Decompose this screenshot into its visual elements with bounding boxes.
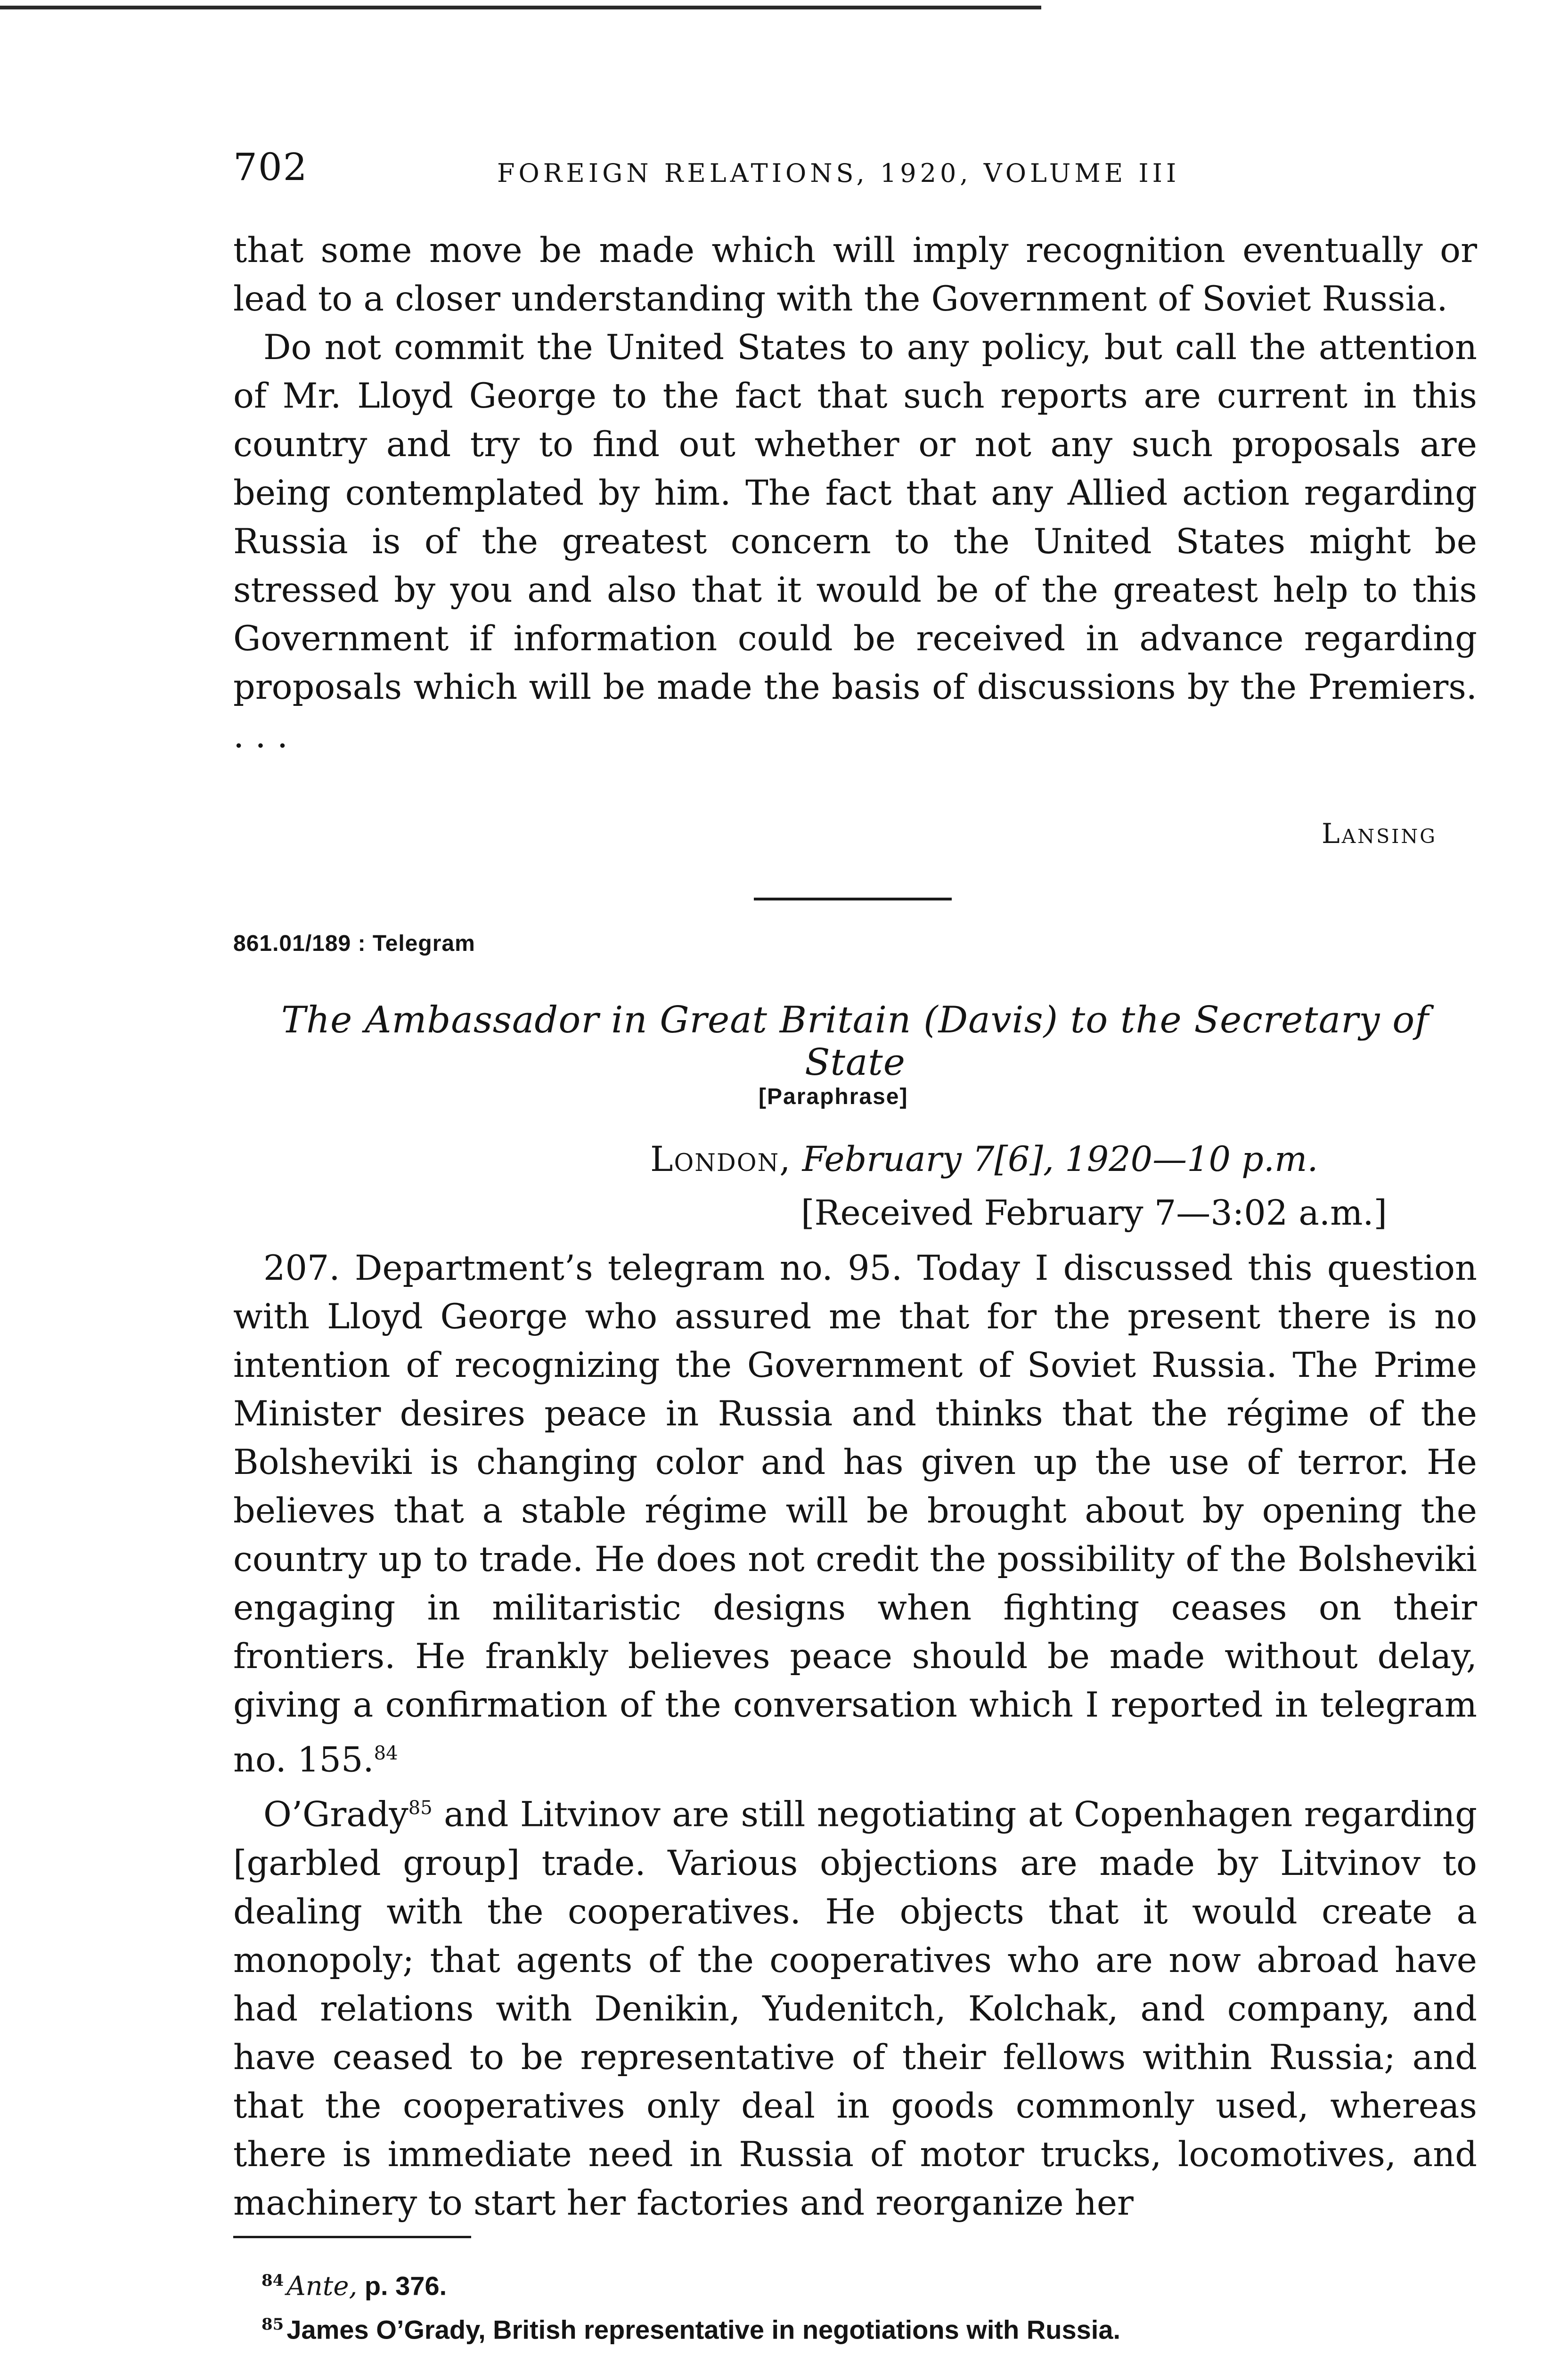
paragraph-text: 207. Department’s telegram no. 95. Today I discussed this question with Lloyd George who assured me that for the present there is no intention of recognizing the Government of Soviet Russia. The Prime Minister desires peace in Russia and thinks that the régime of the Bolsheviki is changing color and has given up the use of terror. He believes that a stable régime will be brought about by opening the country up to trade. He does not credit the possibility of the Bolsheviki engaging in militaristic designs when fighting ceases on their frontiers. He frankly believes peace should be made without delay, giving a confirmation of the conversation which I reported in telegram no. 155. xyxy=(233,1248,1477,1780)
paragraph xyxy=(233,1244,1477,1784)
footnotes xyxy=(261,2262,1120,2349)
page-header xyxy=(233,145,1477,206)
paragraph-text: O’Grady xyxy=(263,1794,408,1835)
footnote-text: James O’Grady, British representative in negotiations with Russia. xyxy=(286,2315,1121,2345)
dateline-place: London, xyxy=(650,1139,792,1179)
paragraph xyxy=(233,1784,1477,2227)
document-2-body xyxy=(233,1244,1477,2227)
footnote xyxy=(261,2262,1120,2306)
section-divider xyxy=(754,898,952,900)
top-rule xyxy=(0,6,1041,9)
paragraph: that some move be made which will imply recognition eventually or lead to a closer understanding with the Government of Soviet Russia. xyxy=(233,230,1477,319)
file-number: 861.01/189 : Telegram xyxy=(233,931,475,956)
dateline-date: February 7[6], 1920—10 p.m. xyxy=(802,1139,1318,1179)
document-1-body xyxy=(233,226,1477,760)
footnote-text: p. 376. xyxy=(357,2271,447,2301)
footnote-mark: 84 xyxy=(261,2271,284,2290)
footnote-rule xyxy=(233,2236,471,2238)
running-head: FOREIGN RELATIONS, 1920, VOLUME III xyxy=(497,158,1180,188)
dateline xyxy=(650,1139,1318,1179)
footnote-ref[interactable]: 85 xyxy=(408,1797,433,1819)
footnote xyxy=(261,2306,1120,2349)
received-line: [Received February 7—3:02 a.m.] xyxy=(801,1193,1388,1233)
paragraph: Do not commit the United States to any policy, but call the attention of Mr. Lloyd George to the fact that such reports are current in this country and try to find out whether or not any such proposals are being contemplated by him. The fact that any Allied action regarding Russia is of the greatest concern to the United States might be stressed by you and also that it would be of the greatest help to this Government if information could be received in advance regarding proposals which will be made the basis of discussions by the Premiers. . . . xyxy=(233,327,1477,756)
footnote-mark: 85 xyxy=(261,2315,284,2334)
signature: Lansing xyxy=(1322,818,1437,850)
document-title: The Ambassador in Great Britain (Davis) to the Secretary of State xyxy=(281,999,1429,1084)
footnote-ref[interactable]: 84 xyxy=(374,1742,398,1764)
paraphrase-label: [Paraphrase] xyxy=(759,1084,908,1109)
paragraph-text: and Litvinov are still negotiating at Copenhagen regarding [garbled group] trade. Various objections are made by Litvinov to dealing with the cooperatives. He objects that it would create a monopoly; that agents of the cooperatives who are now abroad have had relations with Denikin, Yudenitch, Kolchak, and company, and have ceased to be representative of their fellows within Russia; and that the cooperatives only deal in goods commonly used, whereas there is immediate need in Russia of motor trucks, locomotives, and machinery to start her factories and reorganize her xyxy=(233,1794,1477,2223)
page-number: 702 xyxy=(233,145,308,189)
footnote-italic: Ante, xyxy=(286,2271,358,2302)
